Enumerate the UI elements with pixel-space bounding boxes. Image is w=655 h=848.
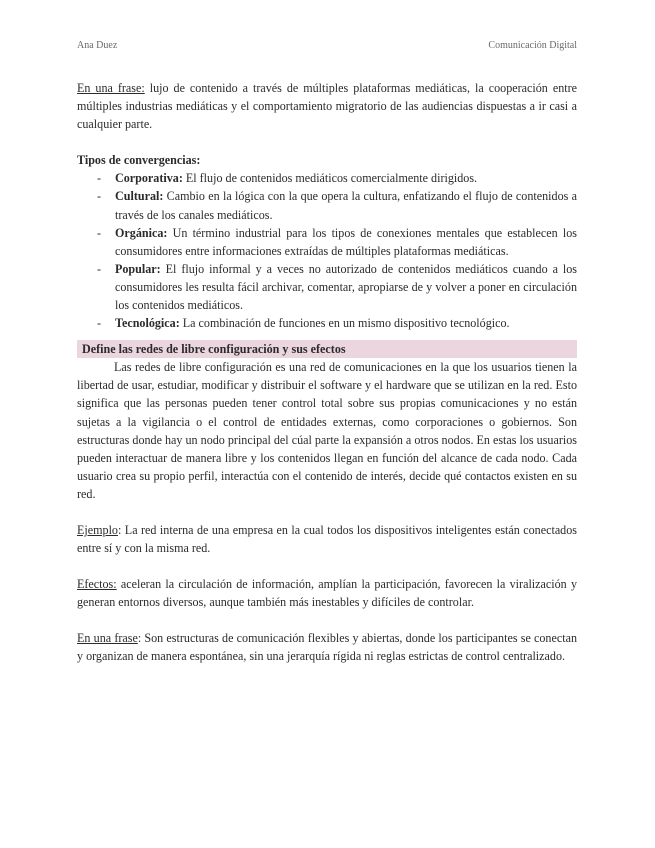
list-item: - Corporativa: El flujo de contenidos mediáticos comercialmente dirigidos. [97, 171, 478, 186]
section-body: Las redes de libre configuración es una red de comunicaciones en la que los usuarios tienen la libertad de usar, estudiar, modificar y distribuir el software y el hardware que se utilizan en la red. Esto significa que las personas pueden tener control total sobre sus propias comunicaciones y no están sujetas a la vigilancia o el control de entidades externas, como corporaciones o gobiernos. Son estructuras donde hay un nodo principal del cúal parte la expansión a otros nodos. En estas los usuarios pueden interactuar de manera libre y los contenidos llegan en función del alcance de cada nodo. Cada usuario crea su propio perfil, interactúa con el contenido de interés, decide qué contactos existen en su red. [77, 360, 577, 501]
header-subject: Comunicación Digital [488, 40, 577, 51]
list-item: - Popular: El flujo informal y a veces no autorizado de contenidos mediáticos cuando a los consumidores les resulta fácil archivar, comentar, apropiarse de y volver a poner en circulación los contenidos mediáticos. [97, 261, 577, 313]
intro-label: En una frase: [77, 81, 145, 95]
intro-paragraph [77, 79, 577, 133]
list-item: - Cultural: Cambio en la lógica con la que opera la cultura, enfatizando el flujo de contenidos a través de los canales mediáticos. [97, 189, 577, 222]
document-body [77, 79, 577, 666]
list-item-text: El flujo de contenidos mediáticos comercialmente dirigidos. [182, 171, 478, 186]
intro-text: lujo de contenido a través de múltiples plataformas mediáticas, la cooperación entre múltiples industrias mediáticas y el comportamiento migratorio de las audiencias dispuestas a ir casi a cualquier parte. [77, 81, 577, 132]
types-heading: Tipos de convergencias: [77, 153, 201, 168]
list-item: - Orgánica: Un término industrial para los tipos de conexiones mentales que establecen los consumidores entre informaciones extraídas de múltiples plataformas mediáticas. [97, 225, 577, 258]
section-heading: Define las redes de libre configuración y sus efectos [77, 340, 577, 358]
list-item-term: Popular: [115, 261, 161, 276]
list-item-term: Corporativa: [115, 171, 183, 186]
list-item-term: Orgánica: [115, 225, 168, 240]
list-item: - Tecnológica: La combinación de funciones en un mismo dispositivo tecnológico. [97, 316, 510, 331]
list-item-text: Un término industrial para los tipos de conexiones mentales que establecen los consumidores entre informaciones extraídas de múltiples plataformas mediáticas. [115, 225, 577, 258]
effects-text: aceleran la circulación de información, amplían la participación, favorecen la viralización y generan entornos diversos, aunque también más inestables y difíciles de controlar. [77, 577, 577, 610]
effects-paragraph [77, 575, 577, 611]
effects-label: Efectos: [77, 577, 117, 592]
example-label: Ejemplo [77, 522, 118, 537]
list-item-text: El flujo informal y a veces no autorizado de contenidos mediáticos cuando a los consumidores les resulta fácil archivar, comentar, apropiarse de y volver a poner en circulación los contenidos mediáticos. [115, 261, 577, 313]
example-text: : La red interna de una empresa en la cual todos los dispositivos inteligentes están conectados entre sí y con la misma red. [77, 522, 577, 556]
list-item-text: La combinación de funciones en un mismo dispositivo tecnológico. [179, 316, 510, 331]
list-item-term: Tecnológica: [115, 316, 180, 331]
summary-paragraph [77, 629, 577, 665]
header-author: Ana Duez [77, 40, 118, 51]
list-item-text: Cambio en la lógica con la que opera la cultura, enfatizando el flujo de contenidos a través de los canales mediáticos. [115, 189, 577, 222]
example-paragraph [77, 521, 577, 557]
types-list [77, 169, 577, 332]
summary-label: En una frase [77, 631, 138, 646]
list-item-term: Cultural: [115, 189, 164, 204]
summary-text: : Son estructuras de comunicación flexibles y abiertas, donde los participantes se conectan y organizan de manera espontánea, sin una jerarquía rígida ni reglas estrictas de control centralizado. [77, 631, 577, 664]
